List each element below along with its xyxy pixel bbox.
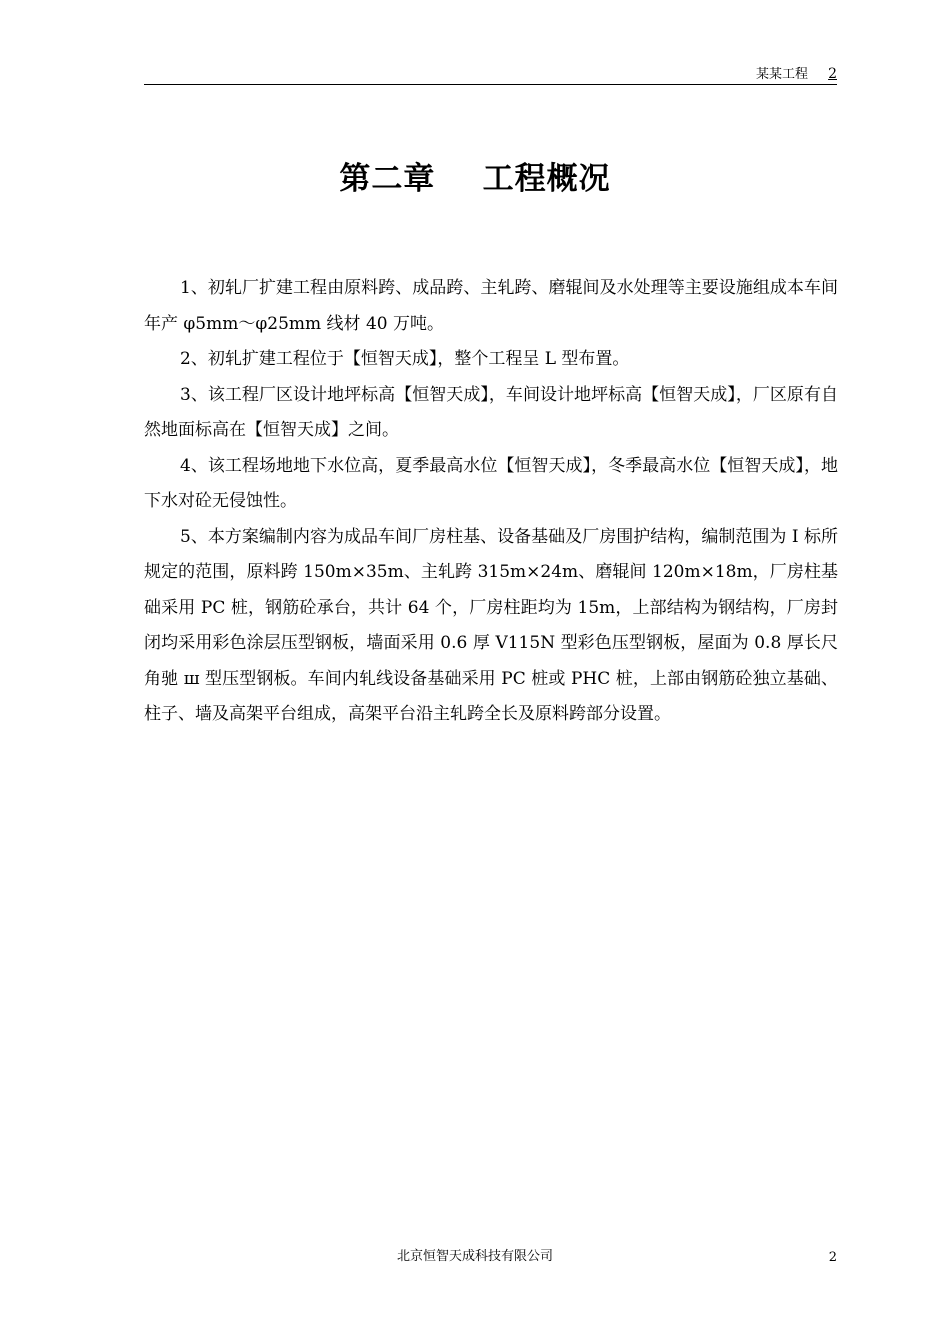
paragraph-1: 1、初轧厂扩建工程由原料跨、成品跨、主轧跨、磨辊间及水处理等主要设施组成本车间年产 φ5mm～φ25mm 线材 40 万吨。 [144,278,838,334]
header-page-number: 2 [828,66,837,82]
page-header [144,66,837,85]
footer-company: 北京恒智天成科技有限公司 [396,1249,553,1264]
paragraph-3: 3、该工程厂区设计地坪标高【恒智天成】，车间设计地坪标高【恒智天成】，厂区原有自然地面标高在【恒智天成】之间。 [144,384,838,440]
header-title: 某某工程 [755,67,808,82]
chapter-title: 第二章 工程概况 [339,161,611,197]
body-text [144,271,838,733]
paragraph-4: 4、该工程场地地下水位高，夏季最高水位【恒智天成】，冬季最高水位【恒智天成】，地下水对砼无侵蚀性。 [144,455,838,511]
footer-page-number: 2 [828,1250,837,1265]
paragraph-2: 2、初轧扩建工程位于【恒智天成】，整个工程呈 L 型布置。 [180,349,630,369]
paragraph-5: 5、本方案编制内容为成品车间厂房柱基、设备基础及厂房围护结构，编制范围为 I 标所规定的范围，原料跨 150m×35m、主轧跨 315m×24m、磨辊间 120m×18m，厂房柱基础采用 PC 桩，钢筋砼承台，共计 64 个，厂房柱距均为 15m，上部结构为钢结构，厂房封闭均采用彩色涂层压型钢板，墙面采用 0.6 厚 V115N 型彩色压型钢板，屋面为 0.8 厚长尺角驰 ш 型压型钢板。车间内轧线设备基础采用 PC 桩或 PHC 桩，上部由钢筋砼独立基础、柱子、墙及高架平台组成，高架平台沿主轧跨全长及原料跨部分设置。 [144,526,838,724]
